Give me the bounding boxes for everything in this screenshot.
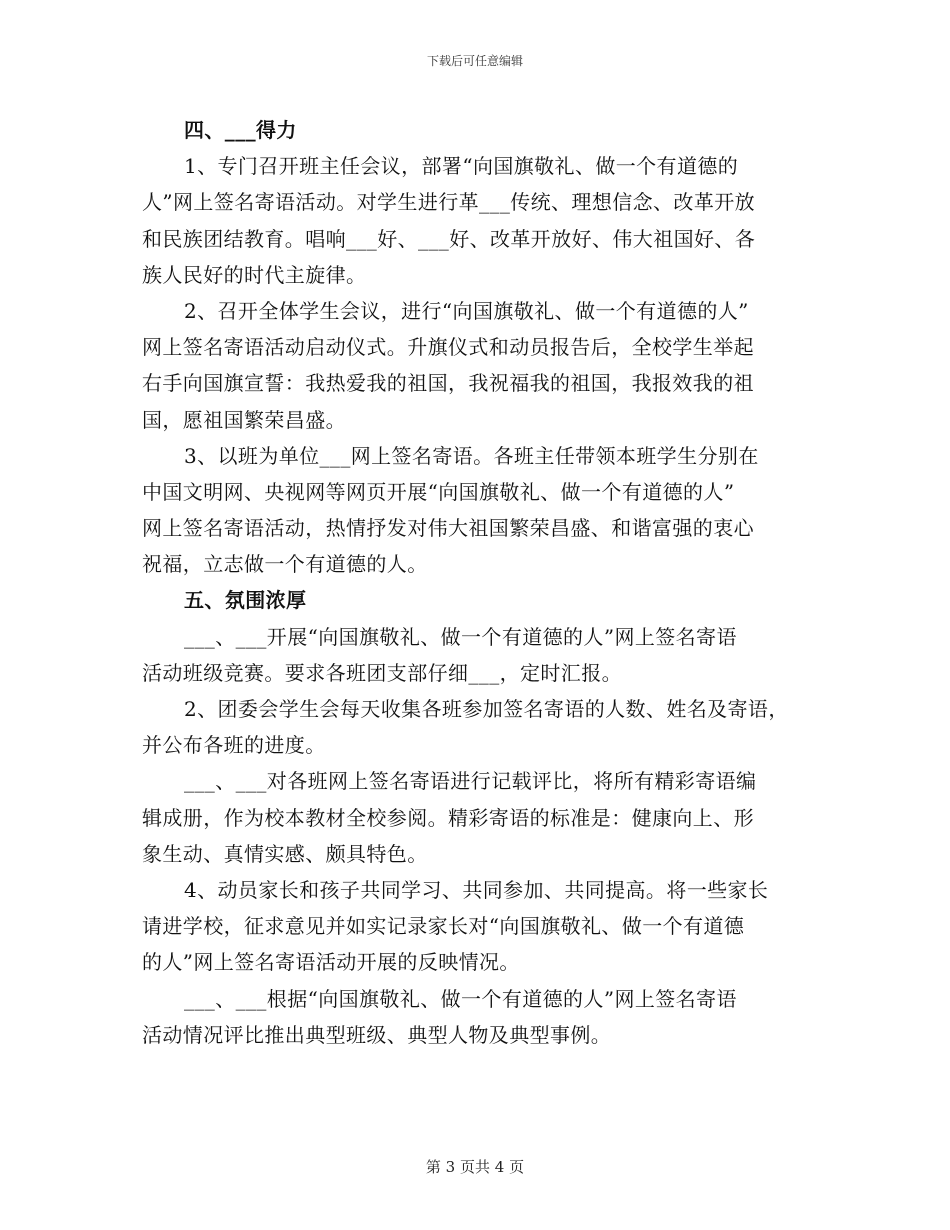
page-footer: 第 3 页共 4 页 [425,1158,525,1176]
paragraph-line: 3、以班为单位___网上签名寄语。各班主任带领本班学生分别在 [184,443,759,468]
paragraph-line: 象生动、真情实感、颇具特色。 [142,841,428,866]
paragraph-line: 2、召开全体学生会议，进行“向国旗敬礼、做一个有道德的人” [184,298,749,323]
paragraph-line: 并公布各班的进度。 [142,733,326,758]
paragraph-line: ___、___开展“向国旗敬礼、做一个有道德的人”网上签名寄语 [184,624,737,649]
paragraph-line: 2、团委会学生会每天收集各班参加签名寄语的人数、姓名及寄语， [184,697,789,721]
paragraph-line: 和民族团结教育。唱响___好、___好、改革开放好、伟大祖国好、各 [142,226,756,251]
paragraph-line: 右手向国旗宣誓：我热爱我的祖国，我祝福我的祖国，我报效我的祖 [142,371,754,396]
paragraph-line: 请进学校，征求意见并如实记录家长对“向国旗敬礼、做一个有道德 [142,914,745,939]
section-heading: 五、氛围浓厚 [184,588,307,613]
paragraph-line: 活动情况评比推出典型班级、典型人物及典型事例。 [142,1022,612,1047]
paragraph-line: 辑成册，作为校本教材全校参阅。精彩寄语的标准是：健康向上、形 [142,805,754,830]
paragraph-line: 活动班级竞赛。要求各班团支部仔细___，定时汇报。 [142,660,622,685]
paragraph-line: ___、___根据“向国旗敬礼、做一个有道德的人”网上签名寄语 [184,986,737,1011]
paragraph-line: 人”网上签名寄语活动。对学生进行革___传统、理想信念、改革开放 [142,190,756,215]
paragraph-line: 中国文明网、央视网等网页开展“向国旗敬礼、做一个有道德的人” [142,479,735,504]
paragraph-line: 1、专门召开班主任会议，部署“向国旗敬礼、做一个有道德的 [184,154,739,179]
paragraph-line: 网上签名寄语活动，热情抒发对伟大祖国繁荣昌盛、和谐富强的衷心 [142,516,754,541]
section-heading: 四、___得力 [184,118,297,142]
paragraph-line: 国，愿祖国繁荣昌盛。 [142,407,346,432]
paragraph-line: 网上签名寄语活动启动仪式。升旗仪式和动员报告后，全校学生举起 [142,335,754,360]
paragraph-line: 族人民好的时代主旋律。 [142,262,367,287]
paragraph-line: 祝福，立志做一个有道德的人。 [142,552,428,577]
paragraph-line: 4、动员家长和孩子共同学习、共同参加、共同提高。将一些家长 [184,877,769,902]
page-header: 下载后可任意编辑 [426,54,523,68]
paragraph-line: ___、___对各班网上签名寄语进行记载评比，将所有精彩寄语编 [184,769,757,794]
document-body [142,112,822,1053]
paragraph-line: 的人”网上签名寄语活动开展的反映情况。 [142,950,520,975]
